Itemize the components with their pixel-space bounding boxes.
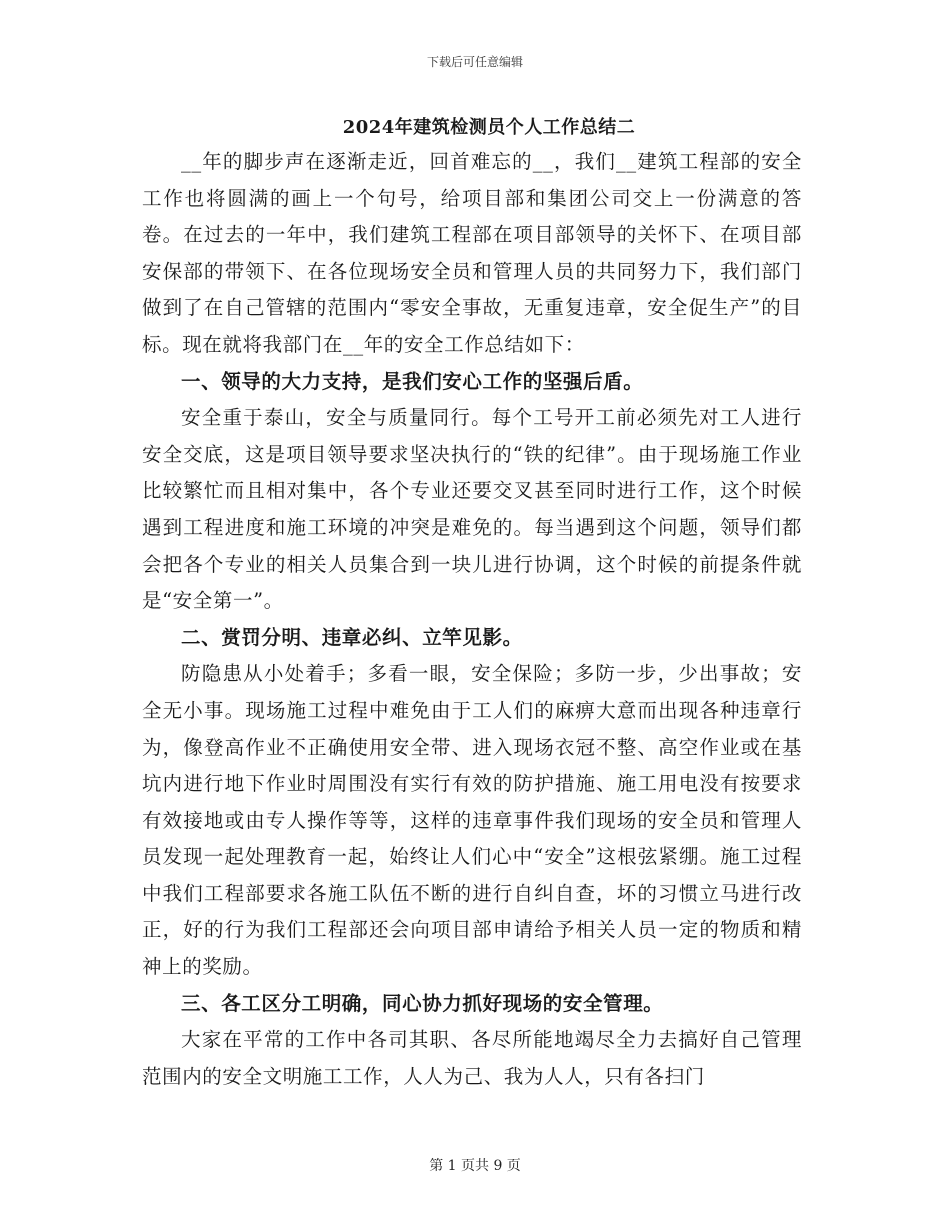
page-footer: 第 1 页共 9 页	[429, 1158, 521, 1174]
page-header: 下载后可任意编辑	[426, 55, 523, 69]
section-3-paragraph: 大家在平常的工作中各司其职、各尽所能地竭尽全力去搞好自己管理范围内的安全文明施工工作，人人为己、我为人人，只有各扫门	[142, 1028, 802, 1088]
section-2-paragraph: 防隐患从小处着手；多看一眼，安全保险；多防一步，少出事故；安全无小事。现场施工过程中难免由于工人们的麻痹大意而出现各种违章行为，像登高作业不正确使用安全带、进入现场衣冠不整、高空作业或在基坑内进行地下作业时周围没有实行有效的防护措施、施工用电没有按要求有效接地或由专人操作等等，这样的违章事件我们现场的安全员和管理人员发现一起处理教育一起，始终让人们心中“安全”这根弦紧绷。施工过程中我们工程部要求各施工队伍不断的进行自纠自查，坏的习惯立马进行改正，好的行为我们工程部还会向项目部申请给予相关人员一定的物质和精神上的奖励。	[142, 662, 802, 979]
section-heading-1: 一、领导的大力支持，是我们安心工作的坚强后盾。	[181, 369, 644, 393]
section-heading-2: 二、赏罚分明、违章必纠、立竿见影。	[181, 625, 523, 649]
section-1-paragraph: 安全重于泰山，安全与质量同行。每个工号开工前必须先对工人进行安全交底，这是项目领导要求坚决执行的“铁的纪律”。由于现场施工作业比较繁忙而且相对集中，各个专业还要交叉甚至同时进行工作，这个时候遇到工程进度和施工环境的冲突是难免的。每当遇到这个问题，领导们都会把各个专业的相关人员集合到一块儿进行协调，这个时候的前提条件就是“安全第一”。	[142, 406, 802, 613]
document-body	[142, 144, 802, 1095]
section-heading-3: 三、各工区分工明确，同心协力抓好现场的安全管理。	[181, 991, 664, 1015]
intro-paragraph: __年的脚步声在逐渐走近，回首难忘的__，我们__建筑工程部的安全工作也将圆满的画上一个句号，给项目部和集团公司交上一份满意的答卷。在过去的一年中，我们建筑工程部在项目部领导的关怀下、在项目部安保部的带领下、在各位现场安全员和管理人员的共同努力下，我们部门做到了在自己管辖的范围内“零安全事故，无重复违章，安全促生产”的目标。现在就将我部门在__年的安全工作总结如下：	[142, 150, 802, 356]
document-title: 2024年建筑检测员个人工作总结二	[342, 117, 636, 138]
